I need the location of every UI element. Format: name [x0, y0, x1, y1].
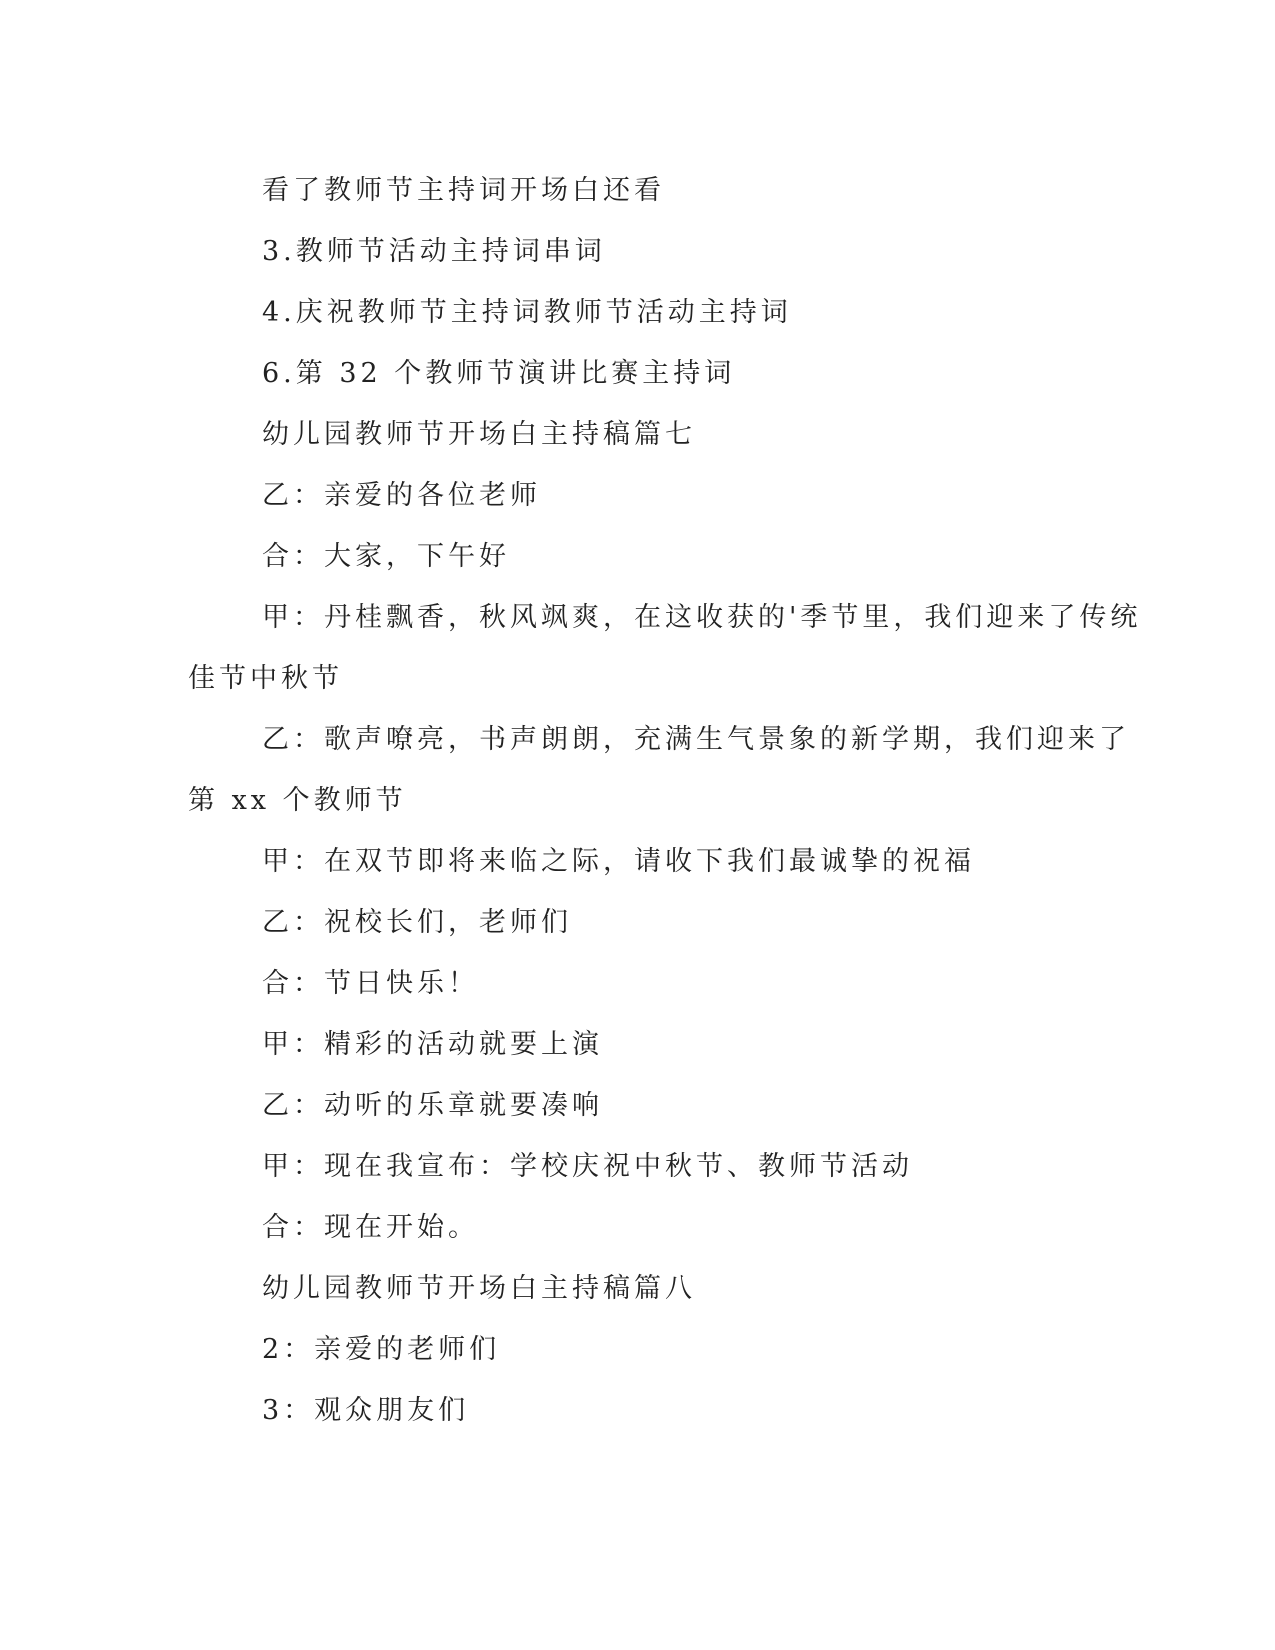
dialogue-line: 乙：祝校长们，老师们	[262, 907, 572, 938]
dialogue-line-continuation: 第 xx 个教师节	[188, 785, 407, 816]
list-item: 3.教师节活动主持词串词	[262, 236, 606, 267]
dialogue-line: 合：现在开始。	[262, 1212, 479, 1243]
dialogue-line-continuation: 佳节中秋节	[188, 663, 343, 694]
dialogue-line: 3：观众朋友们	[262, 1395, 470, 1426]
dialogue-line: 甲：在双节即将来临之际，请收下我们最诚挚的祝福	[262, 846, 975, 877]
dialogue-line: 乙：亲爱的各位老师	[262, 480, 541, 511]
dialogue-line: 乙：歌声嘹亮，书声朗朗，充满生气景象的新学期，我们迎来了	[262, 724, 1130, 755]
dialogue-line: 合：大家，下午好	[262, 541, 510, 572]
dialogue-line: 2：亲爱的老师们	[262, 1334, 501, 1365]
section-heading: 幼儿园教师节开场白主持稿篇七	[262, 419, 696, 450]
text-line: 看了教师节主持词开场白还看	[262, 175, 665, 206]
dialogue-line: 合：节日快乐！	[262, 968, 479, 999]
document-body	[188, 160, 1142, 1441]
dialogue-line: 甲：精彩的活动就要上演	[262, 1029, 603, 1060]
section-heading: 幼儿园教师节开场白主持稿篇八	[262, 1273, 696, 1304]
dialogue-line: 甲：丹桂飘香，秋风飒爽，在这收获的'季节里，我们迎来了传统	[262, 602, 1142, 633]
dialogue-line: 甲：现在我宣布：学校庆祝中秋节、教师节活动	[262, 1151, 913, 1182]
dialogue-line: 乙：动听的乐章就要凑响	[262, 1090, 603, 1121]
list-item: 4.庆祝教师节主持词教师节活动主持词	[262, 297, 792, 328]
list-item: 6.第 32 个教师节演讲比赛主持词	[262, 358, 736, 389]
